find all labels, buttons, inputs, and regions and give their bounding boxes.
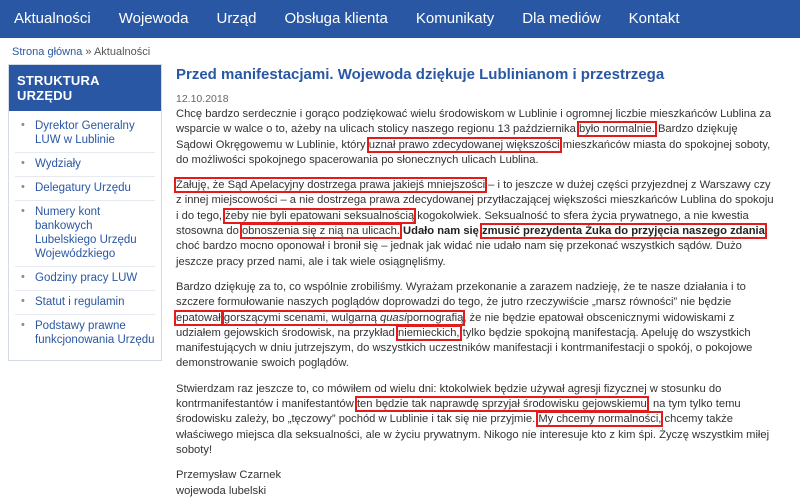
sidebar-item-godziny-pracy[interactable] [15, 267, 155, 291]
bold-text-segment: Udało nam się [399, 225, 482, 238]
nav-item-komunikaty[interactable]: Komunikaty [415, 10, 495, 27]
italic-text-segment: quasi [379, 311, 407, 324]
bullet-icon: • [21, 181, 25, 193]
signature-role: wojewoda lubelski [176, 484, 267, 497]
nav-item-obsluga-klienta[interactable]: Obsługa klienta [284, 10, 388, 27]
text-segment: tylko będzie spokojną manifestacją. Apeluję do wszystkich manifestujących w dniu jutrzejszym, do wszystkich uczestników manifestacji i kontrmanifestacji o spokój, o pokojowe demonstrowanie swoich poglądów. [176, 326, 753, 370]
highlighted-phrase: ten będzie tak naprawdę sprzyjał środowisku gejowskiemu [356, 398, 647, 411]
text-segment: , choć bardzo mocno oponował i bronił się – jednak jak widać nie udało nam się przekonać wszystkich sądów. Dużo jeszcze pracy przed nami, ale i tak wiele osiągnęliśmy. [176, 225, 768, 268]
text-segment: Chcę bardzo serdecznie i gorąco podziękować wielu środowiskom w Lublinie i ogromnej liczbie mieszkańców Lublina za wsparcie w walce o to, ażeby na ulicach stolicy naszego regionu 13 października [176, 108, 772, 136]
main-navigation [0, 0, 800, 38]
sidebar-item-delegatury[interactable] [15, 177, 155, 201]
article [176, 66, 776, 499]
text-segment: , na tym tylko temu środowisku zależy, bo „tęczowy” pochód w Lublinie i tak się nie przyjmie. [176, 398, 741, 426]
text-segment: Bardzo dziękuję Sądowi Okręgowemu w Lublinie, który [176, 123, 738, 151]
text-segment: Stwierdzam raz jeszcze to, co mówiłem od wielu dni: ktokolwiek będzie używał agresji fizycznej w stosunku do kontrmanifestantów i manifestantów [176, 382, 722, 411]
text-segment: chcemy także właściwego miejsca dla seksualności, ale w życiu prywatnym. Nikogo nie interesuje kto z kim śpi. Życzę wszystkim miłej soboty! [176, 413, 770, 456]
sidebar-item-numery-kont[interactable] [15, 201, 155, 267]
text-segment: kogokolwiek. Seksualność to sfera życia prywatnego, a nie kwestia stosowna do [176, 209, 749, 238]
bullet-icon: • [21, 319, 25, 331]
sidebar-item-label: Podstawy prawne funkcjonowania Urzędu [35, 320, 155, 346]
bullet-icon: • [21, 271, 25, 283]
article-date: 12.10.2018 [176, 93, 229, 105]
sidebar-item-dyrektor-generalny[interactable] [15, 115, 155, 153]
nav-item-urzad[interactable]: Urząd [216, 10, 257, 27]
highlighted-phrase: epatował [176, 311, 221, 324]
article-paragraph-3 [176, 280, 776, 372]
sidebar-item-label: Statut i regulamin [35, 296, 125, 308]
article-title: Przed manifestacjami. Wojewoda dziękuje Lublinianom i przestrzega [176, 66, 665, 83]
bullet-icon: • [21, 205, 25, 217]
text-segment: Bardzo dziękuję za to, co wspólnie zrobiliśmy. Wyrażam przekonanie a zarazem nadzieję, że te nasze działania i to szczere formułowanie naszych poglądów doprowadzi do tego, że jutro rzeczywiście „marsz równości” nie będzie [176, 280, 746, 309]
signature-name: Przemysław Czarnek [176, 469, 282, 482]
sidebar-item-label: Delegatury Urzędu [35, 182, 131, 194]
nav-item-wojewoda[interactable]: Wojewoda [118, 10, 189, 27]
sidebar-menu [9, 111, 161, 360]
sidebar-item-label: Wydziały [35, 158, 81, 170]
text-segment: mieszkańców miasta do spokojnej soboty, do możliwości spokojnego spacerowania po słonecznych ulicach Lublina. [176, 138, 771, 166]
highlighted-phrase: My chcemy normalności, [538, 413, 662, 426]
nav-item-dla-mediow[interactable]: Dla mediów [522, 10, 601, 27]
sidebar-item-label: Godziny pracy LUW [35, 272, 138, 284]
sidebar-item-podstawy-prawne[interactable] [15, 315, 155, 352]
bullet-icon: • [21, 295, 25, 307]
highlighted-phrase [224, 312, 463, 324]
breadcrumb-separator: » [85, 46, 92, 58]
sidebar-header: STRUKTURA URZĘDU [9, 65, 161, 111]
sidebar-item-label: Numery kont bankowych Lubelskiego Urzędu Wojewódzkiego [35, 206, 137, 260]
sidebar-item-wydzialy[interactable] [15, 153, 155, 177]
breadcrumb-current: Aktualności [93, 46, 151, 58]
text-segment: gorszącymi scenami, wulgarną [223, 311, 380, 324]
article-paragraph-4 [176, 382, 776, 458]
bullet-icon: • [21, 119, 25, 131]
text-segment: – i to jeszcze w dużej części przyjezdnej z Warszawy czy z innej miejscowości – a nie dostrzega prawa zdecydowanej przytłaczającej większości mieszkańców Lublina do spokoju i do tego, [176, 179, 774, 222]
nav-item-aktualnosci[interactable]: Aktualności [14, 10, 91, 27]
nav-item-kontakt[interactable]: Kontakt [628, 10, 680, 27]
text-segment: pornografią [406, 311, 464, 324]
article-paragraph-1 [176, 107, 776, 168]
sidebar [8, 64, 162, 361]
highlighted-phrase: obnoszenia się z nią na ulicach. [241, 225, 400, 238]
breadcrumb-home-link[interactable]: Strona główna [12, 46, 83, 58]
sidebar-item-label: Dyrektor Generalny LUW w Lublinie [35, 120, 135, 146]
highlighted-phrase: Żałuję, że Sąd Apelacyjny dostrzega prawa jakiejś mniejszości [176, 179, 486, 192]
sidebar-item-statut[interactable] [15, 291, 155, 315]
highlighted-phrase: niemieckich, [397, 326, 460, 339]
text-segment: , że nie będzie epatował obscenicznymi widowiskami z udziałem gejowskich środowisk, na przykład [176, 311, 735, 339]
highlighted-phrase: uznał prawo zdecydowanej większości [368, 138, 560, 151]
bullet-icon: • [21, 157, 25, 169]
highlighted-phrase: było normalnie. [578, 123, 655, 136]
highlighted-bold-phrase: zmusić prezydenta Żuka do przyjęcia naszego zdania [482, 225, 765, 238]
breadcrumb [12, 46, 150, 58]
article-paragraph-2 [176, 178, 776, 270]
highlighted-phrase: żeby nie byli epatowani seksualnością [225, 209, 415, 222]
